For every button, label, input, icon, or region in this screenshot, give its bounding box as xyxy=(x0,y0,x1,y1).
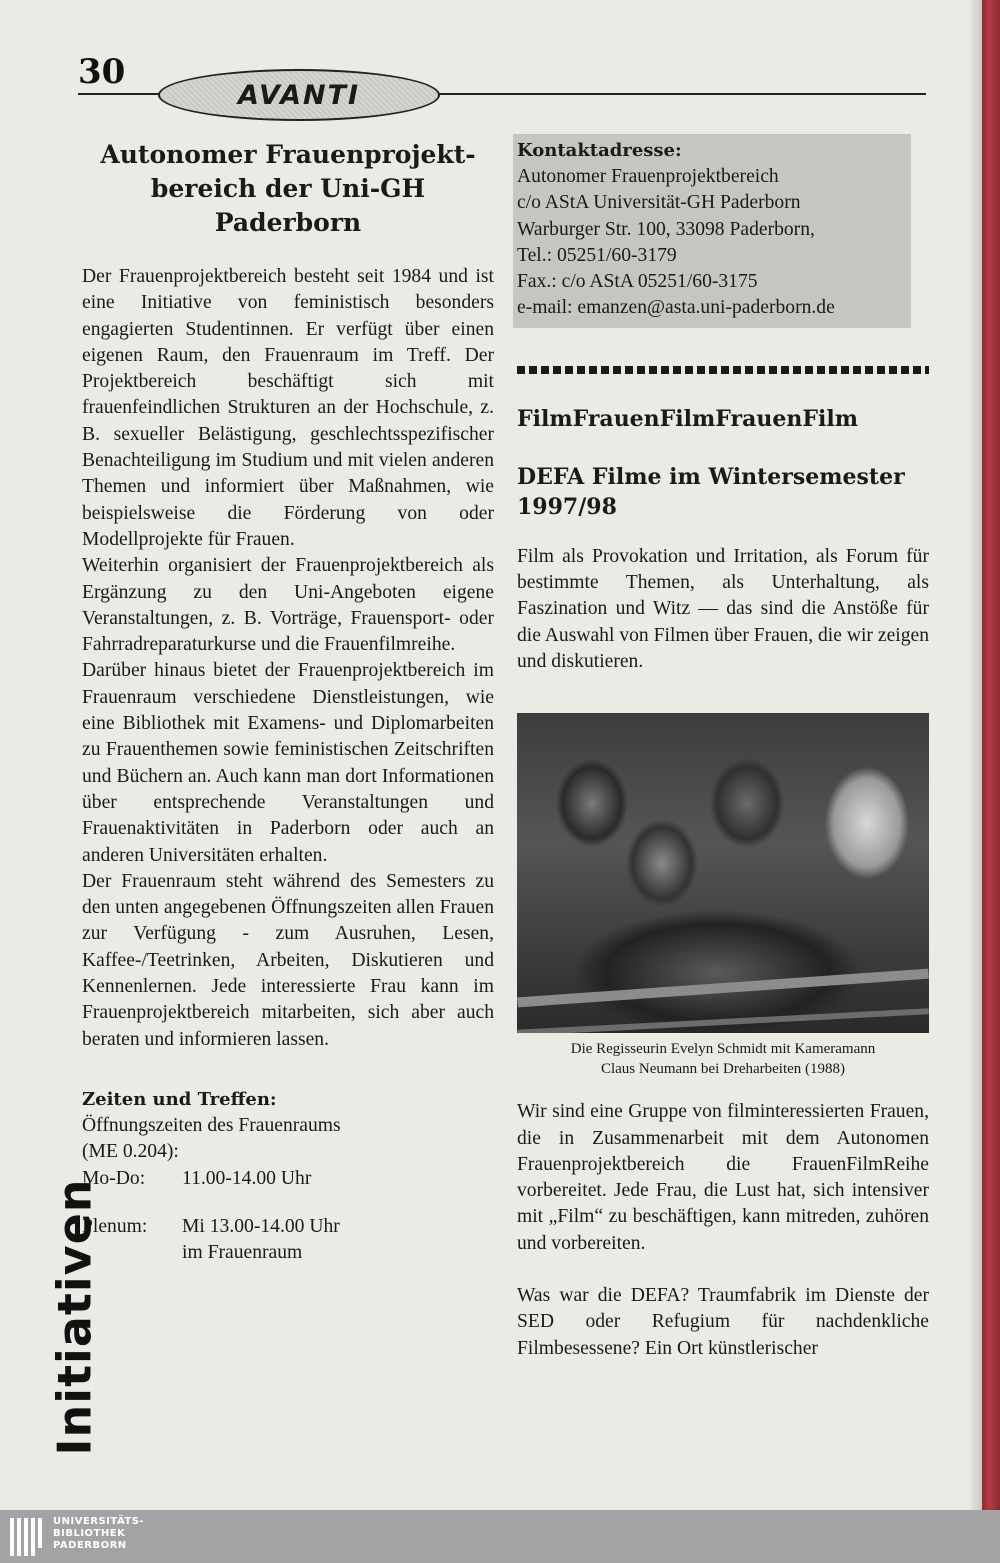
contact-heading: Kontaktadresse: xyxy=(517,140,682,161)
defa-heading xyxy=(517,462,929,522)
paragraph: Der Frauenprojektbereich besteht seit 1984 und ist eine Initiative von feministisch besonders engagierten Studentinnen. Er verfügt über einen eigenen Raum, den Frauenraum im Treff. Der Projektbereich beschäftigt sich mit frauenfeindlichen Strukturen an der Hochschule, z. B. sexueller Belästigung, geschlechtsspezifischer Benachteiligung im Studium und mit vielen anderen Themen und informiert über Maßnahmen, wie beispielsweise die Förderung von oder Modellprojekte für Frauen. xyxy=(82,266,494,550)
contact-email: e-mail: emanzen@asta.uni-paderborn.de xyxy=(517,297,835,319)
photo-caption-line-2: Claus Neumann bei Dreharbeiten (1988) xyxy=(600,1061,846,1078)
library-name-line-1: UNIVERSITÄTS- xyxy=(53,1516,145,1527)
film-set-photo xyxy=(517,713,929,1033)
defa-heading-line-1: DEFA Filme im Wintersemester xyxy=(517,463,905,490)
group-text xyxy=(517,1099,929,1257)
library-name xyxy=(53,1516,144,1552)
library-footer-bar xyxy=(0,1510,1000,1563)
header-rule-left xyxy=(78,93,168,95)
contact-line: Fax.: c/o AStA 05251/60-3175 xyxy=(517,271,758,293)
plenum-value-1: Mi 13.00-14.00 Uhr xyxy=(182,1215,340,1237)
contact-box xyxy=(513,134,911,328)
magazine-name: AVANTI xyxy=(237,79,361,111)
article-body xyxy=(82,264,494,1053)
paragraph: Darüber hinaus bietet der Frauenprojektbereich im Frauenraum verschiedene Dienstleistungen, wie eine Bibliothek mit Examens- und Diplomarbeiten zu Frauenthemen sowie feministischen Zeitschriften und Büchern an. Auch kann man dort Informationen über entsprechende Veranstaltungen und Frauenaktivitäten in Paderborn oder auch an anderen Universitäten erhalten. xyxy=(82,660,494,866)
section-side-label: Initiativen xyxy=(47,1178,102,1456)
paragraph: Wir sind eine Gruppe von filminteressierten Frauen, die in Zusammenarbeit mit dem Autonomen Frauenprojektbereich die FrauenFilmReihe vorbereitet. Jede Frau, die Lust hat, sich intensiver mit „Film“ zu beschäftigen, kann mitreden, zuhören und vorbereiten. xyxy=(517,1101,929,1254)
contact-line: c/o AStA Universität-GH Paderborn xyxy=(517,192,801,214)
contact-line: Autonomer Frauenprojektbereich xyxy=(517,166,779,187)
plenum-label: Plenum: xyxy=(82,1215,148,1237)
film-intro xyxy=(517,544,929,675)
page-gutter-shadow xyxy=(968,0,982,1510)
photo-caption xyxy=(517,1039,929,1079)
hours-value: 11.00-14.00 Uhr xyxy=(182,1167,312,1189)
right-column xyxy=(517,134,929,1362)
header-rule-right xyxy=(436,93,926,95)
hours-intro-1: Öffnungszeiten des Frauenraums xyxy=(82,1114,341,1136)
defa-heading-line-2: 1997/98 xyxy=(517,493,617,520)
defa-question-text xyxy=(517,1283,929,1362)
library-logo-icon xyxy=(8,1514,48,1558)
library-name-line-3: PADERBORN xyxy=(53,1540,127,1551)
article-title-line-1: Autonomer Frauenprojekt- xyxy=(100,140,476,169)
article-title xyxy=(82,138,494,240)
hours-row xyxy=(82,1166,494,1192)
hours-label: Mo-Do: xyxy=(82,1167,146,1189)
page-number: 30 xyxy=(78,52,126,92)
paragraph: Der Frauenraum steht während des Semesters zu den unten angegebenen Öffnungszeiten allen Frauen zur Verfügung - zum Ausruhen, Lesen, Kaffee-/Teetrinken, Arbeiten, Diskutieren und Kennenlernen. Jede interessierte Frau kann im Frauenprojektbereich mitarbeiten, sich aber auch beraten und informieren lassen. xyxy=(82,870,494,1050)
library-name-line-2: BIBLIOTHEK xyxy=(53,1528,126,1539)
paragraph: Was war die DEFA? Traumfabrik im Dienste der SED oder Refugium für nachdenkliche Filmbesessene? Ein Ort künstlerischer xyxy=(517,1285,929,1359)
dashed-divider xyxy=(517,366,929,374)
paragraph: Film als Provokation und Irritation, als Forum für bestimmte Themen, als Unterhaltung, als Faszination und Witz — das sind die Anstöße für die Auswahl von Filmen über Frauen, die wir zeigen und diskutieren. xyxy=(517,545,929,672)
contact-line: Warburger Str. 100, 33098 Paderborn, xyxy=(517,218,815,240)
plenum-row xyxy=(82,1214,494,1240)
left-column xyxy=(82,134,494,1266)
paragraph: Weiterhin organisiert der Frauenprojektbereich als Ergänzung zu den Uni-Angeboten eigene Veranstaltungen, z. B. Vorträge, Frauensport- oder Fahrradreparaturkurse und die Frauenfilmreihe. xyxy=(82,555,494,656)
plenum-row-2 xyxy=(82,1240,494,1266)
film-series-heading: FilmFrauenFilmFrauenFilm xyxy=(517,405,858,432)
hours-intro-2: (ME 0.204): xyxy=(82,1141,179,1163)
book-edge xyxy=(982,0,1000,1510)
photo-caption-line-1: Die Regisseurin Evelyn Schmidt mit Kameramann xyxy=(570,1041,876,1058)
magazine-logo-badge xyxy=(158,69,440,121)
plenum-value-2: im Frauenraum xyxy=(182,1242,303,1264)
article-title-line-2: bereich der Uni-GH Paderborn xyxy=(150,174,426,237)
hours-heading: Zeiten und Treffen: xyxy=(82,1088,277,1110)
contact-line: Tel.: 05251/60-3179 xyxy=(517,244,677,266)
